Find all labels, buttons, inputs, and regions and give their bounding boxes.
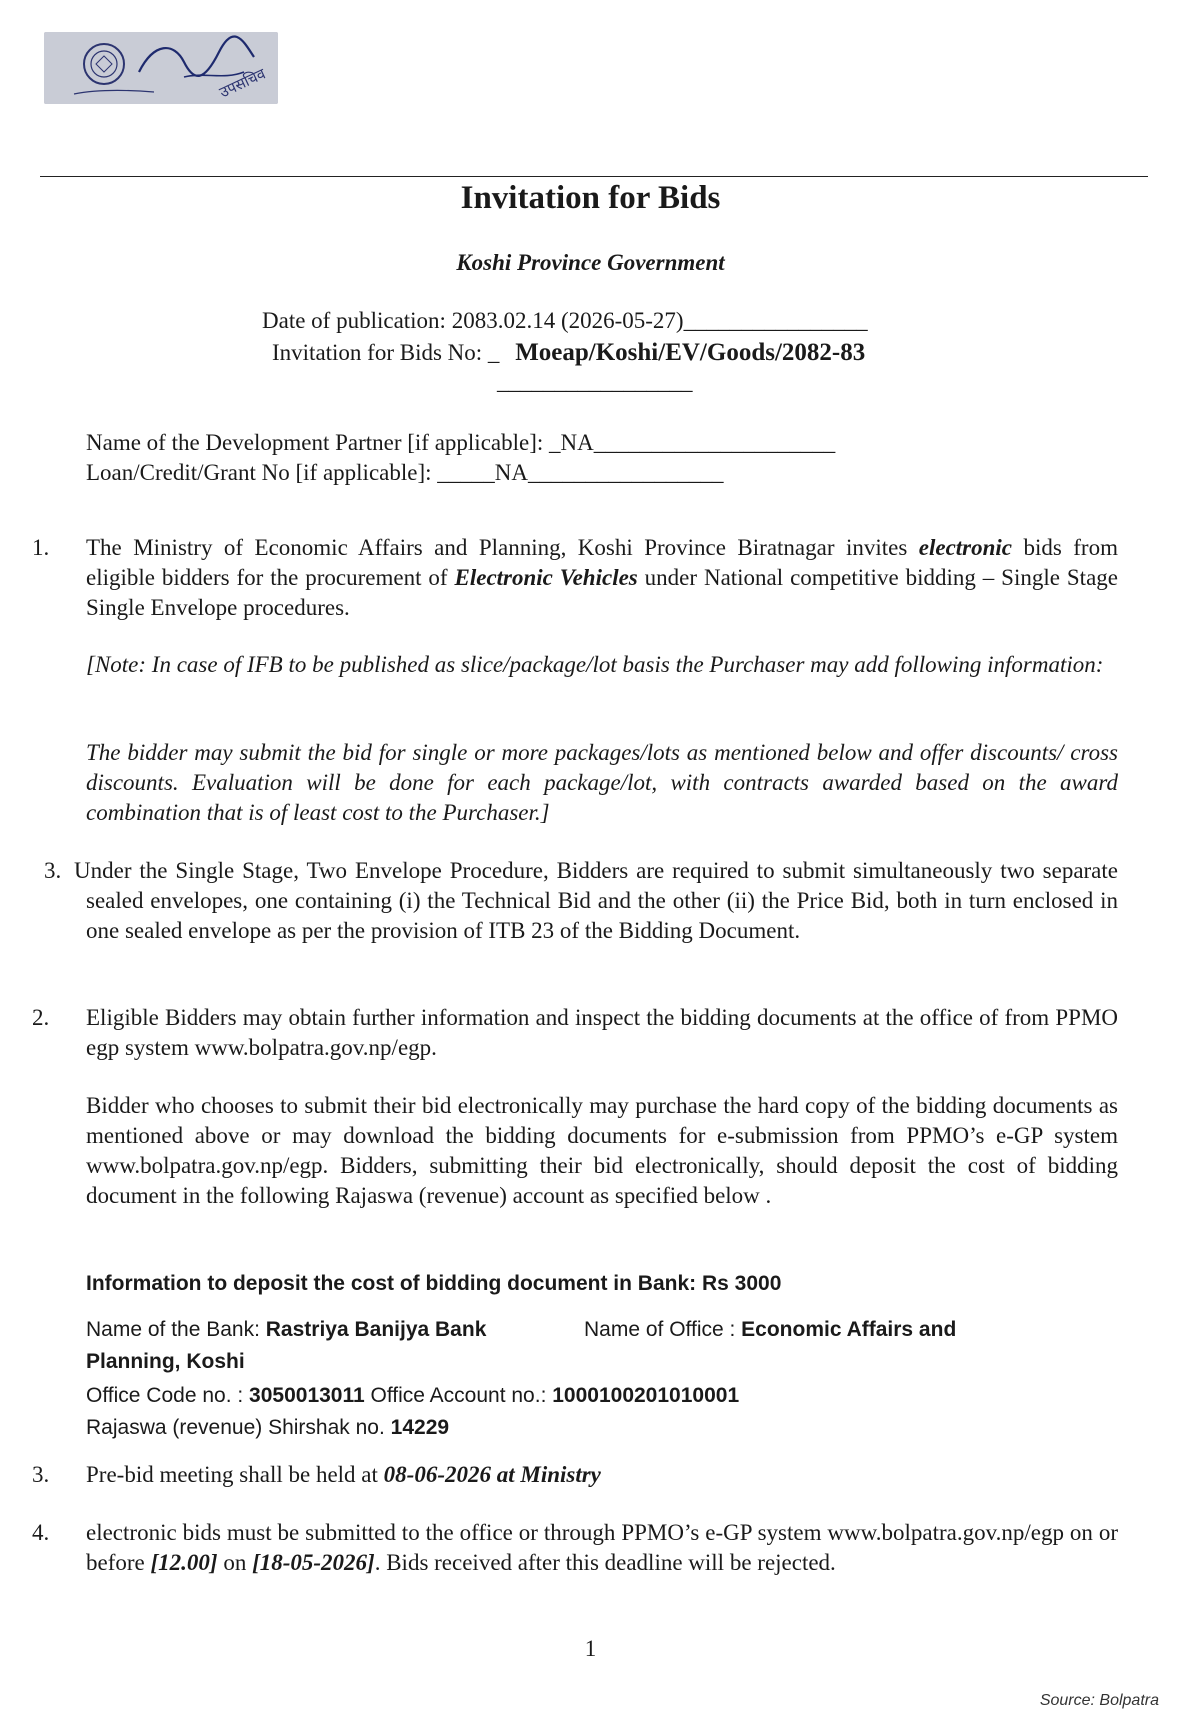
bank-deposit-heading: Information to deposit the cost of bidding document in Bank: Rs 3000 <box>86 1272 782 1295</box>
item-2-text: Eligible Bidders may obtain further information and inspect the bidding documents at the office of from PPMO egp system www.bolpatra.gov.np/egp. <box>86 1005 1118 1060</box>
organization-name: Koshi Province Government <box>456 250 725 275</box>
office-name-line <box>584 1318 956 1342</box>
publication-date: Date of publication: 2083.02.14 (2026-05-27)________________ <box>262 308 868 333</box>
item-3-text <box>86 1460 1118 1490</box>
item-1-text <box>86 533 1118 623</box>
shirshak-value: 14229 <box>390 1416 450 1439</box>
item-3a-number: 3. <box>44 858 62 883</box>
item-1-part-2: bids from eligible bidders for the procurement of <box>86 535 1118 590</box>
ifb-underline: _________________ <box>497 369 693 394</box>
item-2-number: 2. <box>32 1005 50 1030</box>
office-code-label: Office Code no. : <box>86 1384 250 1407</box>
item-4-number: 4. <box>32 1520 50 1545</box>
revenue-shirshak-line <box>86 1416 449 1440</box>
item-1-note-intro: [Note: In case of IFB to be published as slice/package/lot basis the Purchaser may add following information: <box>86 652 1104 677</box>
ifb-number-line <box>272 339 865 367</box>
item-1-part-3: under National competitive bidding – Single Stage Single Envelope procedures. <box>86 565 1118 620</box>
office-account-label: Office Account no.: <box>364 1384 553 1407</box>
item-3-number: 3. <box>32 1462 50 1487</box>
seal-signature-text: उपसचिव <box>216 64 269 102</box>
office-code-line <box>86 1384 739 1408</box>
item-1-note-body: The bidder may submit the bid for single or more packages/lots as mentioned below and offer discounts/ cross discounts. Evaluation will be done for each package/lot, with contracts awarded based on the award combination that is of least cost to the Purchaser.] <box>86 740 1118 825</box>
bank-name-label: Name of the Bank: <box>86 1318 266 1341</box>
source-credit: Source: Bolpatra <box>1039 1692 1159 1709</box>
official-seal-stamp <box>44 32 278 104</box>
item-1-part-1: The Ministry of Economic Affairs and Planning, Koshi Province Biratnagar invites <box>86 535 919 560</box>
item-3a-text: Under the Single Stage, Two Envelope Procedure, Bidders are required to submit simultaneously two separate sealed envelopes, one containing (i) the Technical Bid and the other (ii) the Price Bid, both in turn enclosed in one sealed envelope as per the provision of ITB 23 of the Bidding Document. <box>74 858 1118 943</box>
prebid-text: Pre-bid meeting shall be held at <box>86 1462 384 1487</box>
item-2-bidder-paragraph: Bidder who chooses to submit their bid electronically may purchase the hard copy of the bidding documents as mentioned above or may download the bidding documents for e-submission from PPMO’s e-GP system www.bolpatra.gov.np/egp. Bidders, submitting their bid electronically, should deposit the cost of bidding document in the following Rajaswa (revenue) account as specified below . <box>86 1093 1118 1208</box>
deadline-time: [12.00] <box>150 1550 218 1575</box>
item-1-number: 1. <box>32 535 50 560</box>
shirshak-label: Rajaswa (revenue) Shirshak no. <box>86 1416 391 1439</box>
ifb-number: Moeap/Koshi/EV/Goods/2082-83 <box>515 339 866 366</box>
header-rule <box>40 176 1148 177</box>
office-name-label: Name of Office : <box>584 1318 742 1341</box>
item-4-part-1: electronic bids must be submitted to the office or through PPMO’s e-GP system www.bolpatra.gov.np/egp on or before <box>86 1520 1118 1575</box>
office-code-value: 3050013011 <box>249 1384 365 1407</box>
deadline-date: [18-05-2026] <box>252 1550 375 1575</box>
document-title: Invitation for Bids <box>460 180 721 216</box>
item-4-part-3: . Bids received after this deadline will be rejected. <box>374 1550 836 1575</box>
bank-name-value: Rastriya Banijya Bank <box>265 1318 487 1341</box>
office-name-value: Economic Affairs and <box>741 1318 957 1341</box>
item-4-part-2: on <box>217 1550 253 1575</box>
ifb-label: Invitation for Bids No: _ <box>272 340 500 365</box>
loan-credit-grant: Loan/Credit/Grant No [if applicable]: _____NA_________________ <box>86 460 724 485</box>
development-partner: Name of the Development Partner [if applicable]: _NA_____________________ <box>86 430 836 455</box>
office-name-value-continued: Planning, Koshi <box>86 1350 245 1373</box>
item-1-emphasis-vehicles: Electronic Vehicles <box>454 565 638 590</box>
office-account-value: 1000100201010001 <box>552 1384 740 1407</box>
item-4-text <box>86 1518 1118 1578</box>
item-1-emphasis-electronic: electronic <box>918 535 1013 560</box>
prebid-date: 08-06-2026 at Ministry <box>383 1462 601 1487</box>
bank-name-line <box>86 1318 486 1342</box>
seal-signature-image <box>44 32 278 104</box>
page-number: 1 <box>584 1636 597 1661</box>
